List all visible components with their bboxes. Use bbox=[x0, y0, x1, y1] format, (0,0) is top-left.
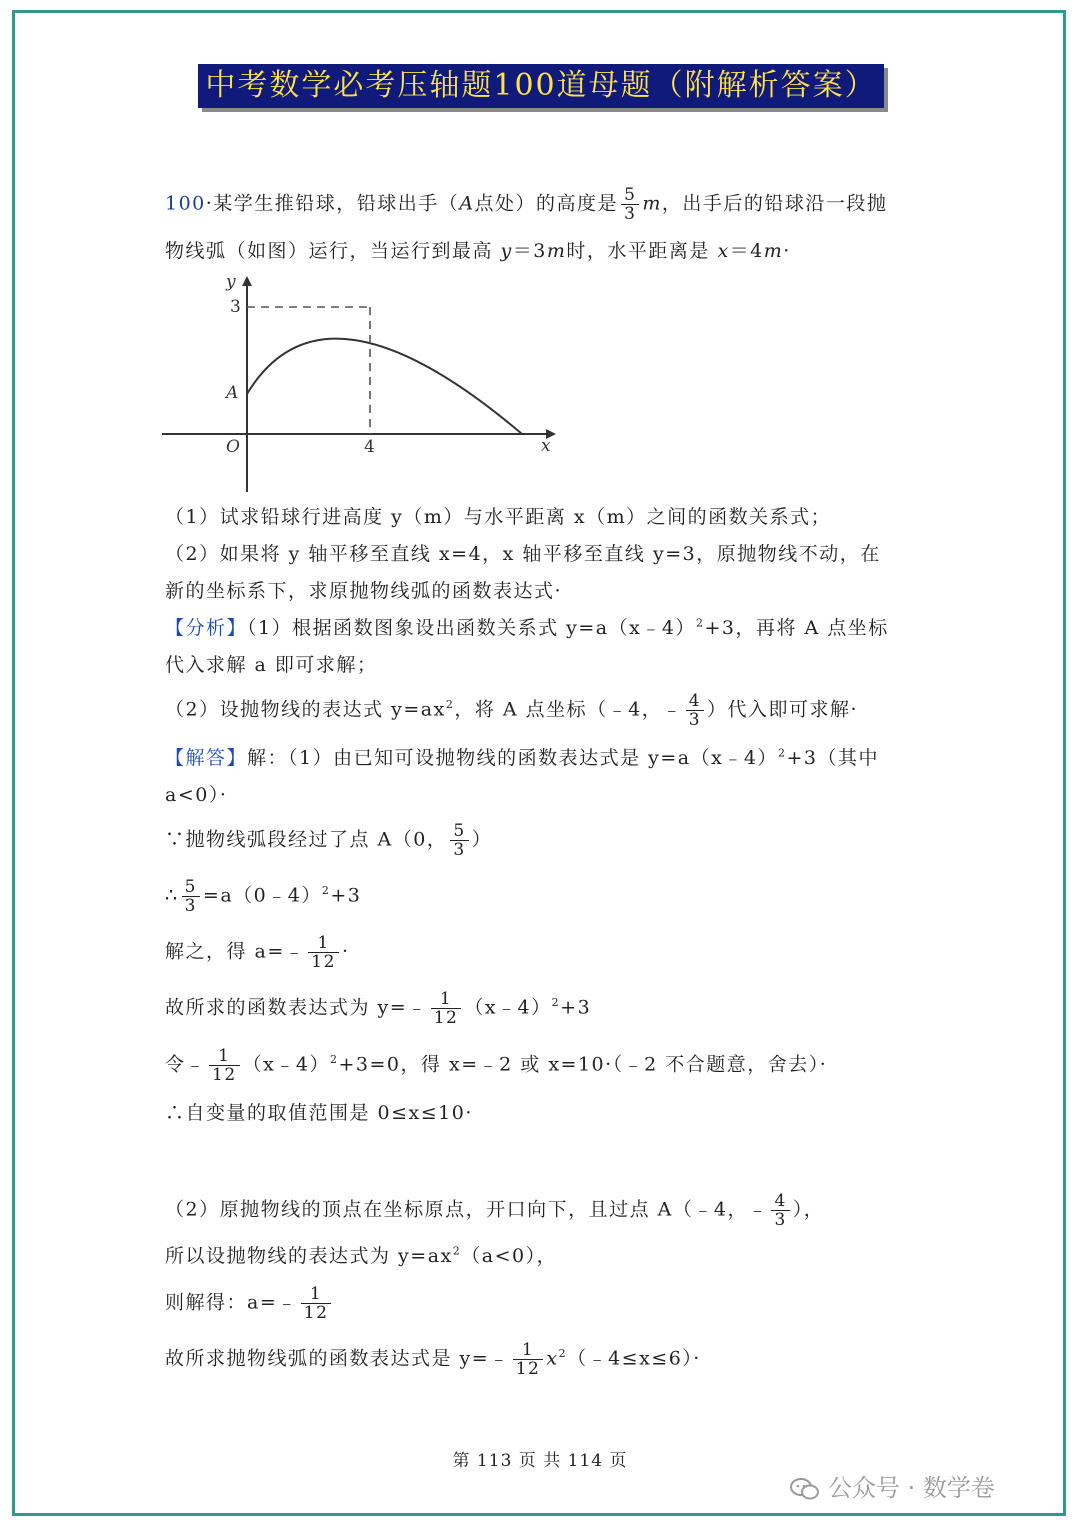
fraction: $\frac{1}{12}$ bbox=[431, 990, 462, 1027]
fraction: $\frac{1}{12}$ bbox=[209, 1047, 240, 1084]
solution-part-2-line-3: 则解得：a=﹣ $\frac{1}{12}$ bbox=[165, 1285, 334, 1322]
analysis-line-3: （2）设抛物线的表达式 $y=ax^2$，将 A 点坐标（﹣4，﹣ $\frac{4}{3}$ ）代入即可求解· bbox=[165, 691, 859, 730]
fraction: $\frac{4}{3}$ bbox=[771, 1192, 789, 1229]
wechat-icon bbox=[790, 1477, 820, 1501]
y-axis-arrow bbox=[242, 276, 252, 286]
solution-line-8: ∴自变量的取值范围是 0≤x≤10· bbox=[165, 1102, 473, 1124]
y-tick-label: 3 bbox=[230, 297, 241, 317]
parabola-graph bbox=[160, 270, 560, 492]
solution-line-5: 解之，得 a=﹣ $\frac{1}{12}$ · bbox=[165, 933, 350, 972]
origin-label: O bbox=[226, 437, 240, 457]
solution-line-3: ∵抛物线弧段经过了点 A（0， $\frac{5}{3}$ ） bbox=[165, 821, 493, 860]
solution-line-7: 令﹣ $\frac{1}{12}$ （x﹣4）$^2$+3=0，得 x=﹣2 或 x=10·（﹣2 不合题意，舍去）· bbox=[165, 1046, 828, 1085]
fraction: $\frac{1}{12}$ bbox=[308, 934, 339, 971]
fraction: $\frac{4}{3}$ bbox=[686, 692, 704, 729]
analysis-line-1: 【分析】（1）根据函数图象设出函数关系式 y=a（x﹣4）$^2$+3，再将 A 点坐标 bbox=[165, 616, 889, 639]
parabola-arc bbox=[247, 339, 522, 434]
analysis-tag: 【分析】 bbox=[165, 617, 248, 639]
problem-line-1: 100·某学生推铅球，铅球出手（A点处）的高度是 $\frac{5}{3}$ m，出手后的铅球沿一段抛 bbox=[165, 185, 888, 224]
fraction: $\frac{1}{12}$ bbox=[513, 1341, 544, 1378]
question-1: （1）试求铅球行进高度 y（m）与水平距离 x（m）之间的函数关系式； bbox=[165, 506, 832, 528]
y-axis-label: y bbox=[226, 272, 236, 292]
solution-line-2: a<0）· bbox=[165, 784, 228, 806]
solution-part-2-line-2: 所以设抛物线的表达式为 $y=ax^2(a<0)$， bbox=[165, 1244, 558, 1267]
fraction: $\frac{1}{12}$ bbox=[301, 1285, 332, 1322]
solution-part-2-line-4: 故所求抛物线弧的函数表达式是 y=﹣ $\frac{1}{12}$ $x^2(﹣4\le x\le 6)\cdot$ bbox=[165, 1340, 701, 1379]
solution-tag: 【解答】 bbox=[165, 747, 248, 769]
solution-line-6: 故所求的函数表达式为 y=﹣ $\frac{1}{12}$ （x﹣4）$^2$+3 bbox=[165, 989, 592, 1028]
question-2-line-1: （2）如果将 y 轴平移至直线 x=4，x 轴平移至直线 y=3，原抛物线不动，在 bbox=[165, 543, 881, 565]
watermark-text: 公众号 · 数学卷 bbox=[828, 1474, 995, 1502]
fraction: $\frac{5}{3}$ bbox=[450, 822, 468, 859]
x-axis-label: x bbox=[541, 436, 551, 456]
problem-line-2: 物线弧（如图）运行，当运行到最高 y＝3m时，水平距离是 x＝4m· bbox=[165, 240, 791, 262]
fraction: $\frac{5}{3}$ bbox=[182, 878, 200, 915]
solution-part-2-line-1: （2）原抛物线的顶点在坐标原点，开口向下，且过点 A（﹣4，﹣ $\frac{4}{3}$ ）， bbox=[165, 1191, 825, 1230]
question-2-line-2: 新的坐标系下，求原抛物线弧的函数表达式· bbox=[165, 580, 563, 602]
page-number-footer: 第 113 页 共 114 页 bbox=[452, 1451, 628, 1471]
problem-number: 100 bbox=[165, 192, 206, 215]
solution-line-4: ∴ $\frac{5}{3}$ =a（0﹣4）$^2$+3 bbox=[165, 877, 362, 916]
fraction: $\frac{5}{3}$ bbox=[621, 186, 639, 223]
watermark bbox=[790, 1468, 995, 1503]
point-a-label: A bbox=[226, 383, 239, 403]
x-tick-label: 4 bbox=[364, 437, 375, 457]
solution-line-1: 【解答】解：（1）由已知可设抛物线的函数表达式是 y=a（x﹣4）$^2$+3（其中 bbox=[165, 746, 879, 769]
analysis-line-2: 代入求解 a 即可求解； bbox=[165, 654, 378, 676]
page-title: 中考数学必考压轴题100道母题（附解析答案） bbox=[205, 68, 877, 103]
title-banner bbox=[198, 64, 884, 108]
